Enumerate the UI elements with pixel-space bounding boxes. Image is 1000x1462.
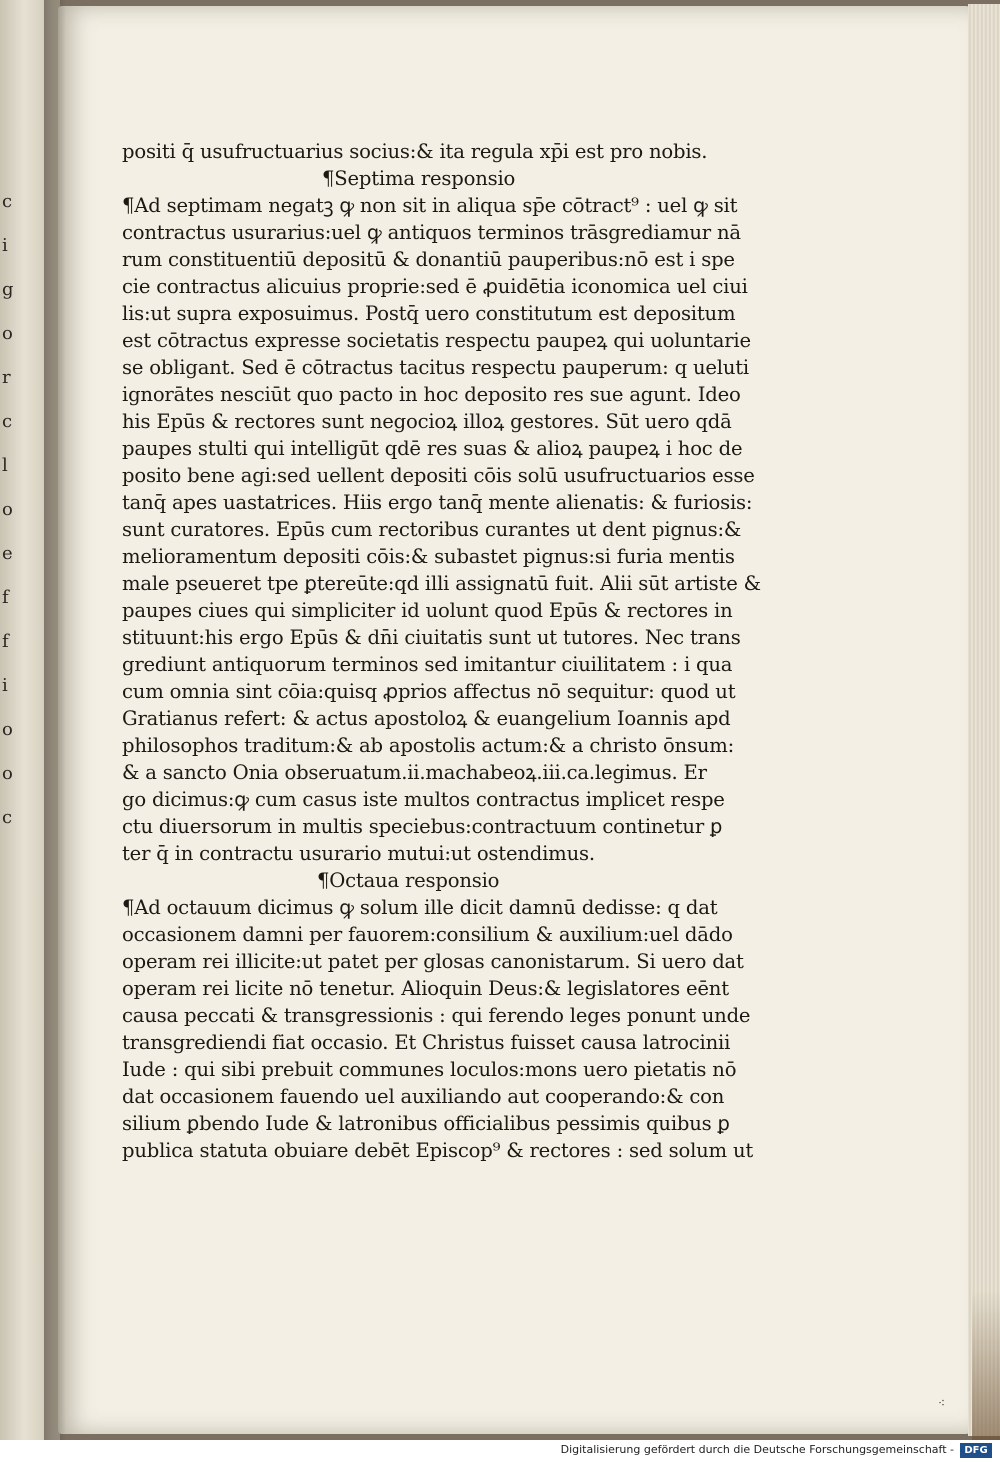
facing-page-glyph: c xyxy=(2,191,13,212)
text-line: lis:ut supra exposuimus. Postq̄ uero constitutum est depositum xyxy=(122,302,736,325)
facing-page-glyph: c xyxy=(2,807,13,828)
facing-page-glyph: o xyxy=(2,323,13,344)
facing-page-glyph: i xyxy=(2,235,8,256)
text-line: stituunt:his ergo Epūs & dn̄i ciuitatis sunt ut tutores. Nec trans xyxy=(122,626,741,649)
text-line: paupes ciues qui simpliciter id uolunt quod Epūs & rectores in xyxy=(122,599,733,622)
facing-page-glyph: e xyxy=(2,543,13,564)
text-line: se obligant. Sed ē cōtractus tacitus respectu pauperum: q ueluti xyxy=(122,356,749,379)
text-line: cie contractus alicuius proprie:sed ē ꝓuidētia iconomica uel ciui xyxy=(122,275,748,298)
text-line: ¶Ad septimam negatꝫ ꝙ non sit in aliqua sp̄e cōtract⁹ : uel ꝙ sit xyxy=(122,194,738,217)
page-text xyxy=(122,138,790,1164)
facing-page-glyph: f xyxy=(2,587,9,608)
facing-page-glyph: o xyxy=(2,499,13,520)
text-line: causa peccati & transgressionis : qui ferendo leges ponunt unde xyxy=(122,1004,751,1027)
text-line: ignorātes nesciūt quo pacto in hoc deposito res sue agunt. Ideo xyxy=(122,383,741,406)
text-line: est cōtractus expresse societatis respectu paupeꝝ qui uoluntarie xyxy=(122,329,751,352)
facing-page-glyph: l xyxy=(2,455,8,476)
text-line: & a sancto Onia obseruatum.ii.machabeoꝝ.iii.ca.legimus. Er xyxy=(122,761,707,784)
facing-page-glyph: o xyxy=(2,719,13,740)
facing-page-glyph: r xyxy=(2,367,11,388)
text-line: ter q̄ in contractu usurario mutui:ut ostendimus. xyxy=(122,842,595,865)
text-line: philosophos traditum:& ab apostolis actum:& a christo ōnsum: xyxy=(122,734,735,757)
facing-page-glyphs xyxy=(2,180,36,1180)
text-line: tanq̄ apes uastatrices. Hiis ergo tanq̄ mente alienatis: & furiosis: xyxy=(122,491,753,514)
text-line: operam rei licite nō tenetur. Alioquin Deus:& legislatores eēnt xyxy=(122,977,729,1000)
facing-page-glyph: o xyxy=(2,763,13,784)
text-line: positi q̄ usufructuarius socius:& ita regula xp̄i est pro nobis. xyxy=(122,140,708,163)
text-line: Gratianus refert: & actus apostoloꝝ & euangelium Ioannis apd xyxy=(122,707,731,730)
page-gutter xyxy=(44,0,66,1440)
section-heading: ¶Octaua responsio xyxy=(317,869,500,892)
text-line: silium ꝑbendo Iude & latronibus officialibus pessimis quibus ꝑ xyxy=(122,1112,730,1135)
text-line: rum constituentiū depositū & donantiū pauperibus:nō est i spe xyxy=(122,248,735,271)
text-line: ¶Ad octauum dicimus ꝙ solum ille dicit damnū dedisse: q dat xyxy=(122,896,718,919)
text-line: sunt curatores. Epūs cum rectoribus curantes ut dent pignus:& xyxy=(122,518,742,541)
text-line: operam rei illicite:ut patet per glosas canonistarum. Si uero dat xyxy=(122,950,744,973)
page-stack-edge xyxy=(968,4,1000,1436)
facing-page-glyph: f xyxy=(2,631,9,652)
facing-page-glyph: g xyxy=(2,279,14,300)
text-line: occasionem damni per fauorem:consilium & auxilium:uel dādo xyxy=(122,923,733,946)
page-corner-mark: ⁖ xyxy=(938,1396,946,1410)
text-line: melioramentum depositi cōis:& subastet pignus:si furia mentis xyxy=(122,545,735,568)
text-line: posito bene agi:sed uellent depositi cōis solū usufructuarios esse xyxy=(122,464,755,487)
text-line: his Epūs & rectores sunt negocioꝝ illoꝝ gestores. Sūt uero qdā xyxy=(122,410,732,433)
page-edge-shadow xyxy=(972,1290,1000,1440)
text-line: dat occasionem fauendo uel auxiliando aut cooperando:& con xyxy=(122,1085,725,1108)
text-line: grediunt antiquorum terminos sed imitantur ciuilitatem : i qua xyxy=(122,653,733,676)
footer-bar xyxy=(0,1440,1000,1462)
text-line: contractus usurarius:uel ꝙ antiquos terminos trāsgrediamur nā xyxy=(122,221,741,244)
text-line: ctu diuersorum in multis speciebus:contractuum continetur ꝑ xyxy=(122,815,723,838)
facing-page-glyph: c xyxy=(2,411,13,432)
text-line: publica statuta obuiare debēt Episcop⁹ & rectores : sed solum ut xyxy=(122,1139,754,1162)
text-line: cum omnia sint cōia:quisq ꝓprios affectus nō sequitur: quod ut xyxy=(122,680,736,703)
text-line: transgrediendi fiat occasio. Et Christus fuisset causa latrocinii xyxy=(122,1031,731,1054)
text-line: go dicimus:ꝙ cum casus iste multos contractus implicet respe xyxy=(122,788,725,811)
facing-page-glyph: i xyxy=(2,675,8,696)
text-line: paupes stulti qui intelligūt qdē res suas & alioꝝ paupeꝝ i hoc de xyxy=(122,437,743,460)
section-heading: ¶Septima responsio xyxy=(322,167,516,190)
digitization-credit: Digitalisierung gefördert durch die Deutsche Forschungsgemeinschaft - xyxy=(560,1443,954,1456)
text-line: Iude : qui sibi prebuit communes loculos:mons uero pietatis nō xyxy=(122,1058,737,1081)
dfg-logo: DFG xyxy=(960,1443,992,1458)
text-line: male pseueret tpe ꝑtereūte:qd illi assignatū fuit. Alii sūt artiste & xyxy=(122,572,761,595)
